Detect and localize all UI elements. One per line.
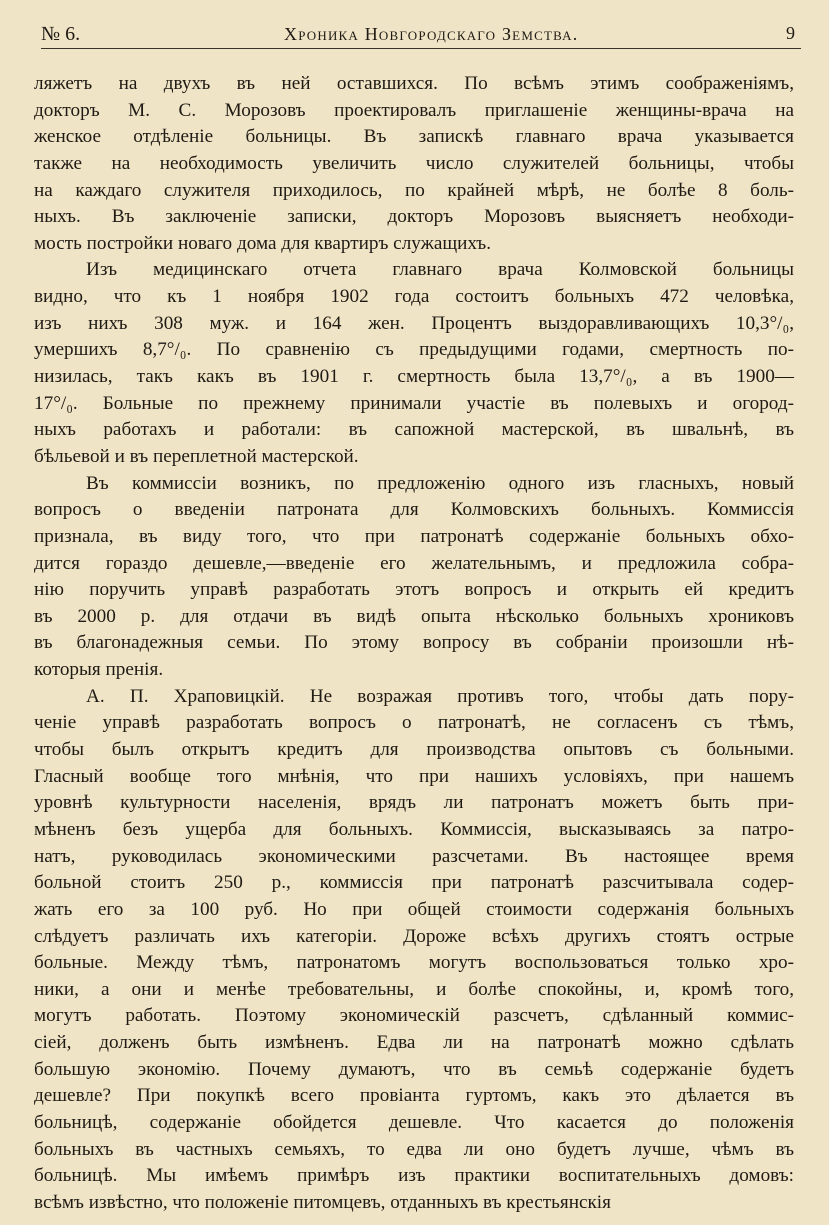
text-line: больницѣ, содержаніе обойдется дешевле. Что касается до положенія bbox=[34, 1111, 794, 1133]
text-line: 17°/₀. Больные по прежнему принимали участіе въ полевыхъ и огород- bbox=[34, 392, 794, 414]
text-line: изъ нихъ 308 муж. и 164 жен. Процентъ выздоравливающихъ 10,3°/₀, bbox=[34, 312, 794, 334]
text-line: дится гораздо дешевле,—введеніе его желательнымъ, и предложила собра- bbox=[34, 552, 794, 574]
text-line: въ 2000 р. для отдачи въ видѣ опыта нѣсколько больныхъ хрониковъ bbox=[34, 605, 794, 627]
text-line: которыя пренія. bbox=[34, 659, 164, 681]
text-line: уровнѣ культурности населенія, врядъ ли патронатъ можетъ быть при- bbox=[34, 792, 794, 814]
text-line: на каждаго служителя приходилось, по крайней мѣрѣ, не болѣе 8 боль- bbox=[34, 179, 794, 201]
text-line: ляжетъ на двухъ въ ней оставшихся. По всѣмъ этимъ соображеніямъ, bbox=[34, 73, 794, 94]
text-line: больныхъ въ частныхъ семьяхъ, то едва ли оно будетъ лучше, чѣмъ въ bbox=[34, 1138, 794, 1160]
page-number: 9 bbox=[786, 23, 795, 43]
text-line: ченіе управѣ разработать вопросъ о патронатѣ, не согласенъ съ тѣмъ, bbox=[34, 712, 794, 734]
text-line: бѣльевой и въ переплетной мастерской. bbox=[34, 445, 359, 467]
text-line: вопросъ о введеніи патроната для Колмовскихъ больныхъ. Коммиссія bbox=[34, 499, 794, 521]
header-rule bbox=[41, 48, 801, 49]
journal-title: Хроника Новгородскаго Земства. bbox=[284, 24, 579, 44]
text-line: видно, что къ 1 ноября 1902 года состоитъ больныхъ 472 человѣка, bbox=[34, 286, 794, 308]
text-line: всѣмъ извѣстно, что положеніе питомцевъ, отданныхъ въ крестьянскія bbox=[34, 1191, 611, 1213]
paragraph bbox=[34, 684, 794, 1217]
text-line: больной стоитъ 250 р., коммиссія при патронатѣ разсчитывала содер- bbox=[34, 872, 794, 894]
text-line: признала, въ виду того, что при патронатѣ содержаніе больныхъ обхо- bbox=[34, 525, 794, 547]
text-line: умершихъ 8,7°/₀. По сравненію съ предыдущими годами, смертность по- bbox=[34, 339, 794, 361]
text-line: нію поручить управѣ разработать этотъ вопросъ и открыть ей кредитъ bbox=[34, 579, 794, 601]
text-line: жать его за 100 руб. Но при общей стоимости содержанія больныхъ bbox=[34, 898, 794, 920]
text-line: больные. Между тѣмъ, патронатомъ могутъ воспользоваться только хро- bbox=[34, 952, 794, 974]
text-line: Въ коммиссіи возникъ, по предложенію одного изъ гласныхъ, новый bbox=[86, 472, 794, 494]
text-line: ники, а они и менѣе требовательны, и болѣе спокойны, и, кромѣ того, bbox=[34, 978, 794, 1000]
text-line: чтобы былъ открытъ кредитъ для производства опытовъ съ больными. bbox=[34, 739, 794, 761]
text-line: больницѣ. Мы имѣемъ примѣръ изъ практики воспитательныхъ домовъ: bbox=[34, 1165, 794, 1187]
issue-number: № 6. bbox=[41, 23, 81, 45]
paragraph bbox=[34, 71, 794, 257]
text-line: ныхъ. Въ заключеніе записки, докторъ Морозовъ выясняетъ необходи- bbox=[34, 206, 794, 228]
text-line: Изъ медицинскаго отчета главнаго врача Колмовской больницы bbox=[86, 259, 794, 281]
text-line: докторъ М. С. Морозовъ проектировалъ приглашеніе женщины-врача на bbox=[34, 99, 794, 121]
text-line: Гласный вообще того мнѣнія, что при нашихъ условіяхъ, при нашемъ bbox=[34, 765, 794, 787]
paragraph bbox=[34, 257, 794, 470]
text-line: дешевле? При покупкѣ всего провіанта гуртомъ, какъ это дѣлается въ bbox=[34, 1085, 794, 1107]
text-line: большую экономію. Почему думаютъ, что въ семьѣ содержаніе будетъ bbox=[34, 1058, 794, 1080]
text-line: низилась, такъ какъ въ 1901 г. смертность была 13,7°/₀, а въ 1900— bbox=[34, 366, 794, 388]
paragraph bbox=[34, 471, 794, 684]
text-line: въ благонадежныя семьи. По этому вопросу въ собраніи произошли нѣ- bbox=[34, 632, 794, 654]
text-line: сіей, долженъ быть измѣненъ. Едва ли на патронатѣ можно сдѣлать bbox=[34, 1032, 794, 1054]
text-line: слѣдуетъ различать ихъ категоріи. Дороже всѣхъ другихъ стоятъ острые bbox=[34, 925, 794, 947]
text-line: ныхъ работахъ и работали: въ сапожной мастерской, въ швальнѣ, въ bbox=[34, 419, 794, 441]
body-text bbox=[34, 71, 794, 1217]
text-line: натъ, руководилась экономическими разсчетами. Въ настоящее время bbox=[34, 845, 794, 867]
text-line: также на необходимость увеличить число служителей больницы, чтобы bbox=[34, 152, 794, 174]
text-line: могутъ работать. Поэтому экономическій разсчетъ, сдѣланный коммис- bbox=[34, 1005, 794, 1027]
text-line: женское отдѣленіе больницы. Въ запискѣ главнаго врача указывается bbox=[34, 126, 794, 148]
text-line: А. П. Храповицкій. Не возражая противъ того, чтобы дать пору- bbox=[86, 685, 794, 707]
text-line: мость постройки новаго дома для квартиръ служащихъ. bbox=[34, 232, 492, 254]
text-line: мѣненъ безъ ущерба для больныхъ. Коммиссія, высказываясь за патро- bbox=[34, 818, 794, 840]
running-header bbox=[41, 17, 801, 51]
